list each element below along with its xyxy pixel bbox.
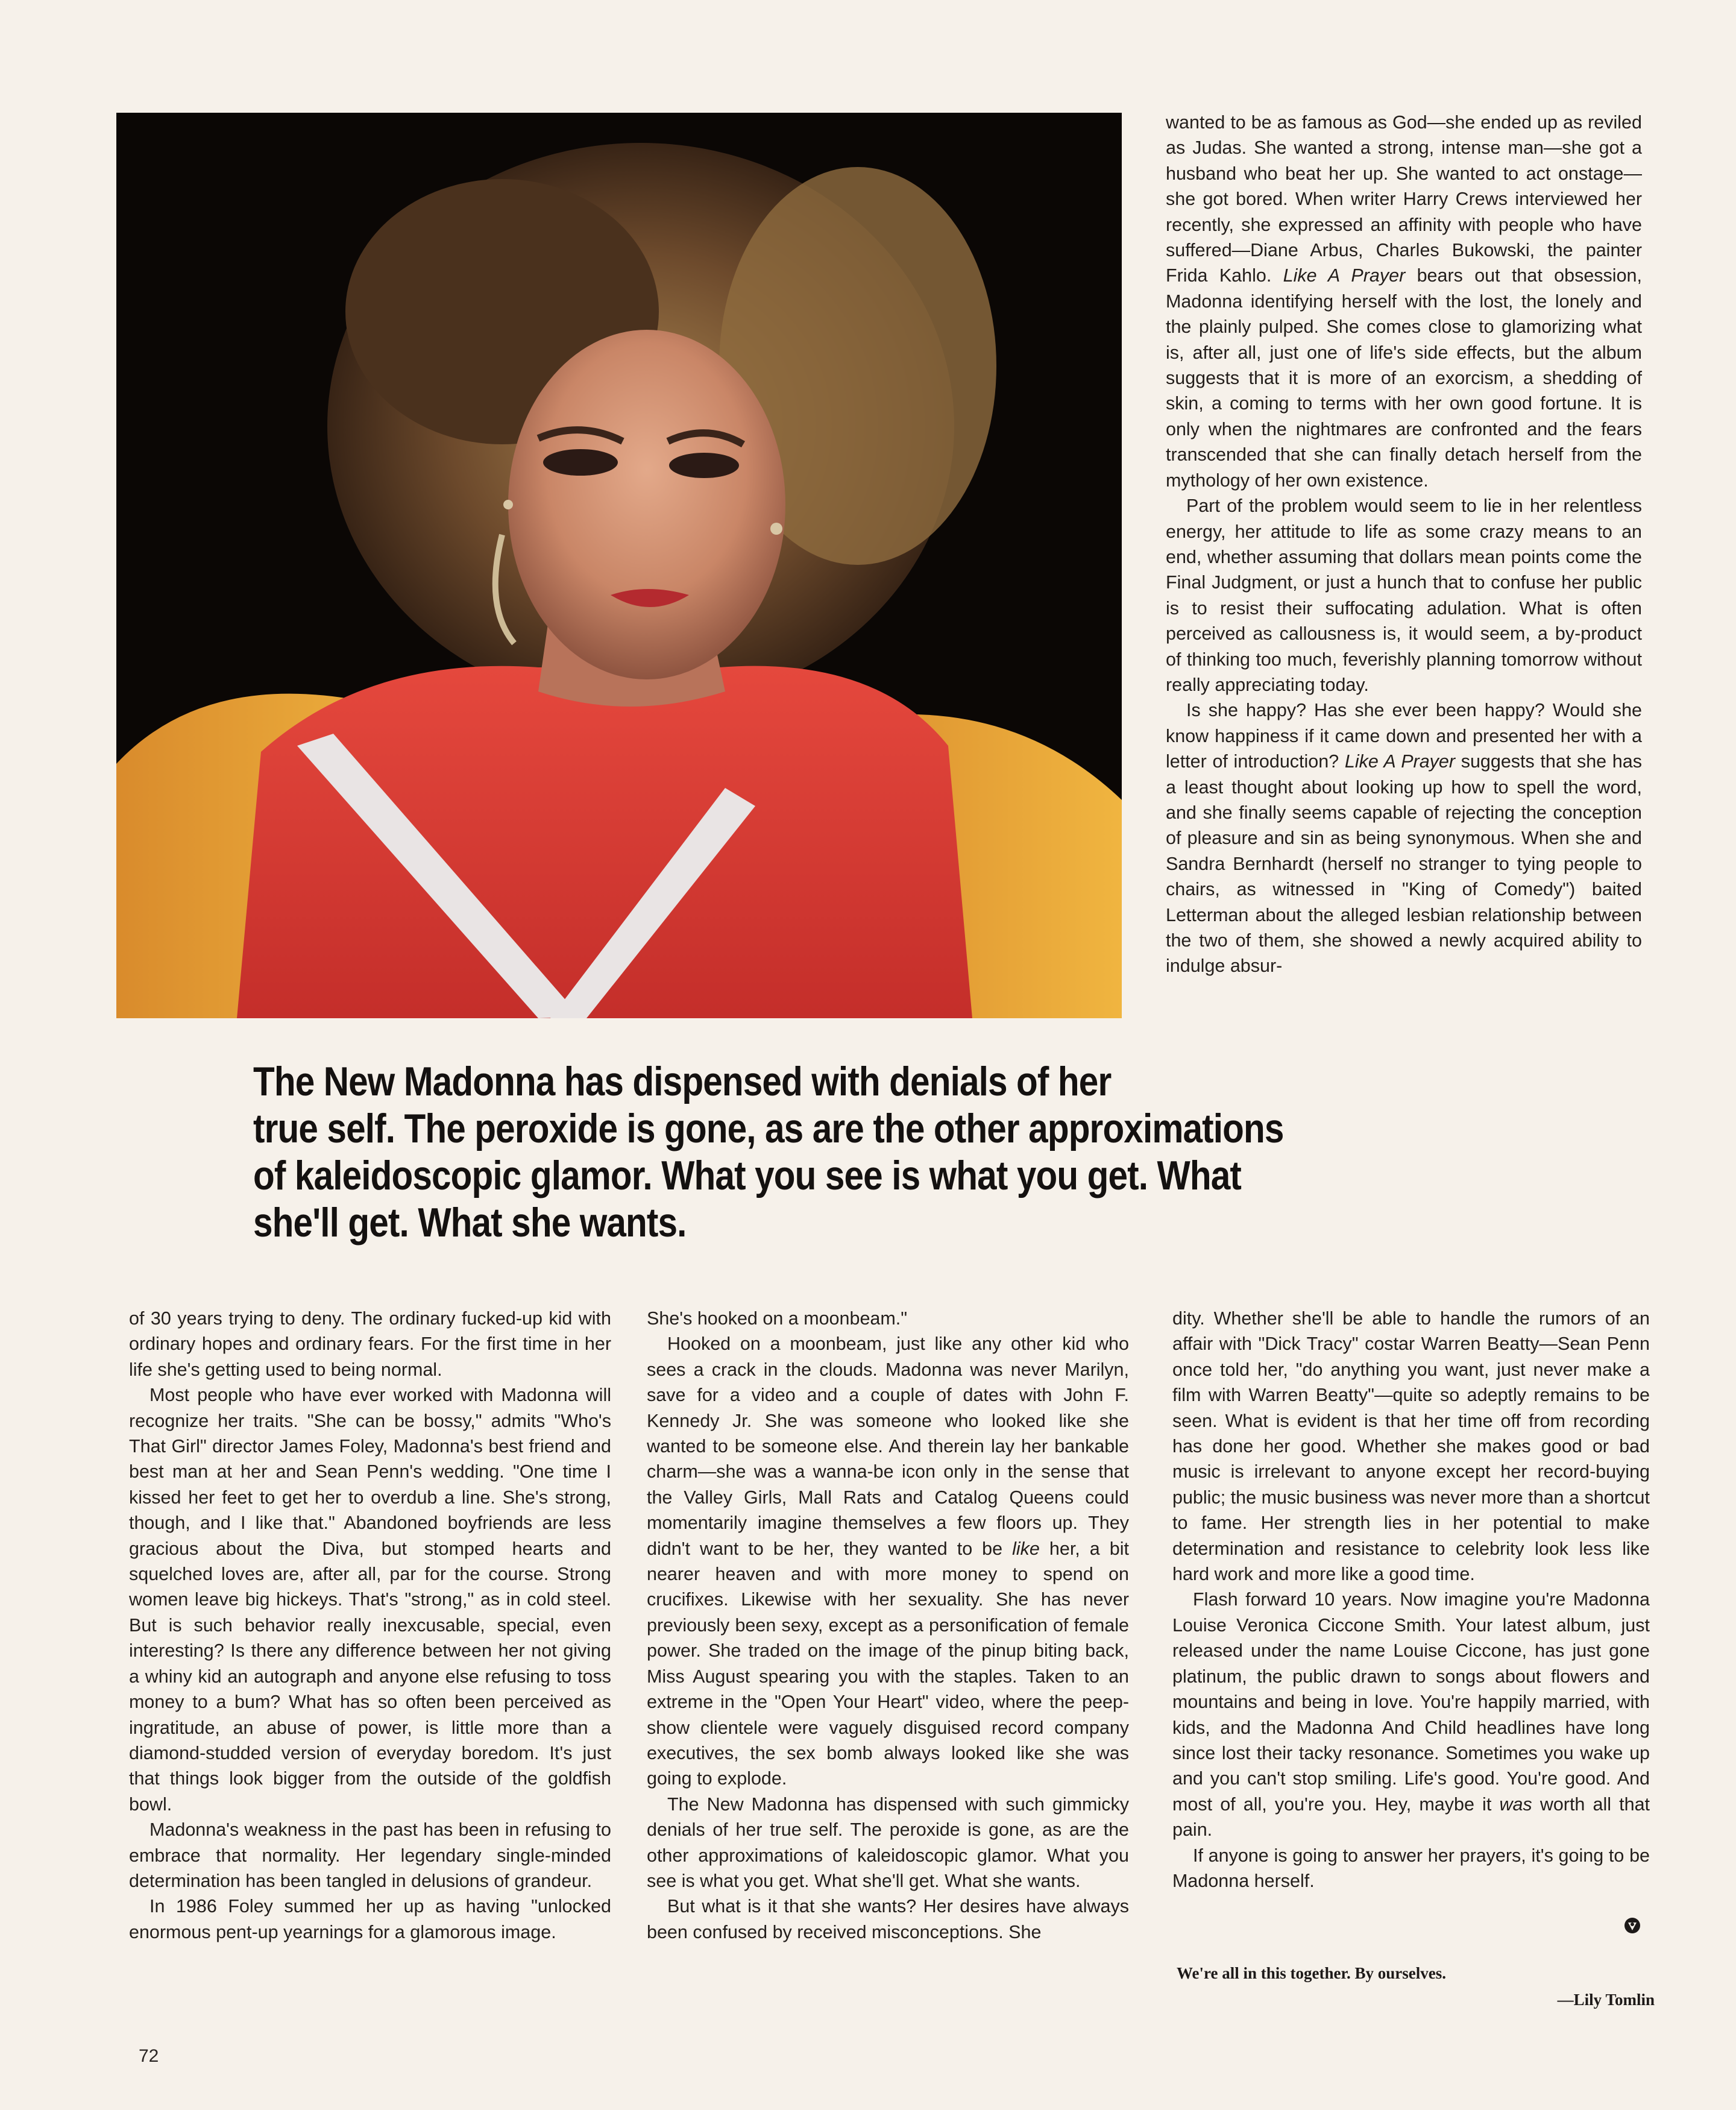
- pull-quote: [253, 1058, 1290, 1246]
- closing-quote-text: We're all in this together. By ourselves.: [1177, 1964, 1446, 1982]
- page-number: 72: [139, 2046, 159, 2066]
- paragraph: She's hooked on a moonbeam.": [647, 1308, 908, 1329]
- article-column-left: [129, 1306, 611, 1945]
- paragraph: of 30 years trying to deny. The ordinary fucked-up kid with ordinary hopes and ordinary fears. For the first time in her life she's getting used to being normal.: [129, 1308, 611, 1380]
- emphasis-text: like: [1012, 1538, 1040, 1559]
- paragraph: The New Madonna has dispensed with such gimmicky denials of her true self. The peroxide is gone, as are the other approximations of kaleidoscopic glamor. What you see is what you get. What she'll get. What she wants.: [647, 1794, 1129, 1891]
- paragraph: But what is it that she wants? Her desires have always been confused by received misconceptions. She: [647, 1896, 1129, 1942]
- closing-quote-author: —Lily Tomlin: [1557, 1991, 1655, 2009]
- paragraph-text: wanted to be as famous as God—she ended up as reviled as Judas. She wanted a strong, intense man—she got a husband who beat her up. She wanted to act onstage—she got bored. When writer Harry Crews interviewed her recently, she expressed an affinity with people who have suffered—Diane Arbus, Charles Bukowski, the painter Frida Kahlo.: [1166, 112, 1642, 286]
- paragraph: dity. Whether she'll be able to handle the rumors of an affair with "Dick Tracy" costar Warren Beatty—Sean Penn once told her, "do anything you want, just never make a film with Warren Beatty"—quite so adeptly remains to be seen. What is evident is that her time off from recording has done her good. Whether she makes good or bad music is irrelevant to anyone except her record-buying public; the music business was never more than a shortcut to fame. Her strength lies in her potential to make determination and resistance to celebrity look less like hard work and more like a good time.: [1172, 1308, 1650, 1585]
- pull-quote-line: she'll get. What she wants.: [253, 1200, 687, 1246]
- pull-quote-line: The New Madonna has dispensed with denials of her: [253, 1059, 1112, 1104]
- article-column-top-right: [1166, 110, 1642, 979]
- article-column-right: [1172, 1306, 1650, 1894]
- portrait-photo: [116, 113, 1122, 1018]
- end-of-article-mark-icon: [1624, 1917, 1641, 1934]
- emphasis-text: was: [1499, 1794, 1532, 1815]
- pull-quote-line: of kaleidoscopic glamor. What you see is what you get. What: [253, 1153, 1241, 1198]
- paragraph: In 1986 Foley summed her up as having "unlocked enormous pent-up yearnings for a glamorous image.: [129, 1896, 611, 1942]
- paragraph-text: Is she happy? Has she ever been happy? Would she know happiness if it came down and presented her with a letter of introduction?: [1166, 700, 1642, 772]
- album-title: Like A Prayer: [1283, 265, 1406, 286]
- article-column-middle: [647, 1306, 1129, 1945]
- paragraph: Madonna's weakness in the past has been in refusing to embrace that normality. Her legendary single-minded determination has been tangled in delusions of grandeur.: [129, 1819, 611, 1891]
- album-title: Like A Prayer: [1344, 751, 1456, 772]
- paragraph-text: Hooked on a moonbeam, just like any other kid who sees a crack in the clouds. Madonna was never Marilyn, save for a video and a couple of dates with John F. Kennedy Jr. She was someone who looked like she wanted to be someone else. And therein lay her bankable charm—she was a wanna-be icon only in the sense that the Valley Girls, Mall Rats and Catalog Queens could momentarily imagine themselves a few floors up. They didn't want to be her, they wanted to be: [647, 1334, 1129, 1559]
- paragraph-text: worth all that pain.: [1172, 1794, 1650, 1841]
- paragraph: If anyone is going to answer her prayers, it's going to be Madonna herself.: [1172, 1845, 1650, 1891]
- paragraph: Most people who have ever worked with Madonna will recognize her traits. "She can be bossy," admits "Who's That Girl" director James Foley, Madonna's best friend and best man at her and Sean Penn's wedding. "One time I kissed her feet to get her to overdub a line. She's strong, though, and I like that." Abandoned boyfriends are less gracious about the Diva, but stomped hearts and squelched loves are, after all, par for the course. Strong women leave big hickeys. That's "strong," as in cold steel. But is such behavior really inexcusable, special, even interesting? Is there any difference between her not giving a whiny kid an autograph and anyone else refusing to toss money to a bum? What has so often been perceived as ingratitude, an abuse of power, is little more than a diamond-studded version of everyday boredom. It's just that things look bigger from the outside of the goldfish bowl.: [129, 1385, 611, 1815]
- paragraph-text: suggests that she has a least thought about looking up how to spell the word, and she finally seems capable of rejecting the conception of pleasure and sin as being synonymous. When she and Sandra Bernhardt (herself no stranger to tying people to chairs, as witnessed in "King of Comedy") baited Letterman about the alleged lesbian relationship between the two of them, she showed a newly acquired ability to indulge absur-: [1166, 751, 1642, 977]
- paragraph-text: her, a bit nearer heaven and with more money to spend on crucifixes. Likewise with her sexuality. She has never previously been sexy, except as a personification of female power. She traded on the image of the pinup biting back, Miss August spearing you with the staples. Taken to an extreme in the "Open Your Heart" video, where the peep-show clientele were vaguely disguised record company executives, the sex bomb always looked like she was going to explode.: [647, 1538, 1129, 1789]
- pull-quote-line: true self. The peroxide is gone, as are the other approximations: [253, 1106, 1284, 1151]
- portrait-illustration: [116, 113, 1122, 1018]
- paragraph: Part of the problem would seem to lie in her relentless energy, her attitude to life as some crazy means to an end, whether assuming that dollars mean points come the Final Judgment, or just a hunch that to confuse her public is to resist their suffocating adulation. What is often perceived as callousness is, it would seem, a by-product of thinking too much, feverishly planning tomorrow without really appreciating today.: [1166, 496, 1642, 695]
- paragraph-text: bears out that obsession, Madonna identifying herself with the lost, the lonely and the plainly pulped. She comes close to glamorizing what is, after all, just one of life's side effects, but the album suggests that it is more of an exorcism, a shedding of skin, a coming to terms with her own good fortune. It is only when the nightmares are confronted and the fears transcended that she can finally detach herself from the mythology of her own existence.: [1166, 265, 1642, 491]
- paragraph-text: Flash forward 10 years. Now imagine you're Madonna Louise Veronica Ciccone Smith. Your latest album, just released under the name Louise Ciccone, has just gone platinum, the public drawn to songs about flowers and mountains and being in love. You're happily married, with kids, and the Madonna And Child headlines have long since lost their tacky resonance. Sometimes you wake up and you can't stop smiling. Life's good. You're good. And most of all, you're you. Hey, maybe it: [1172, 1589, 1650, 1815]
